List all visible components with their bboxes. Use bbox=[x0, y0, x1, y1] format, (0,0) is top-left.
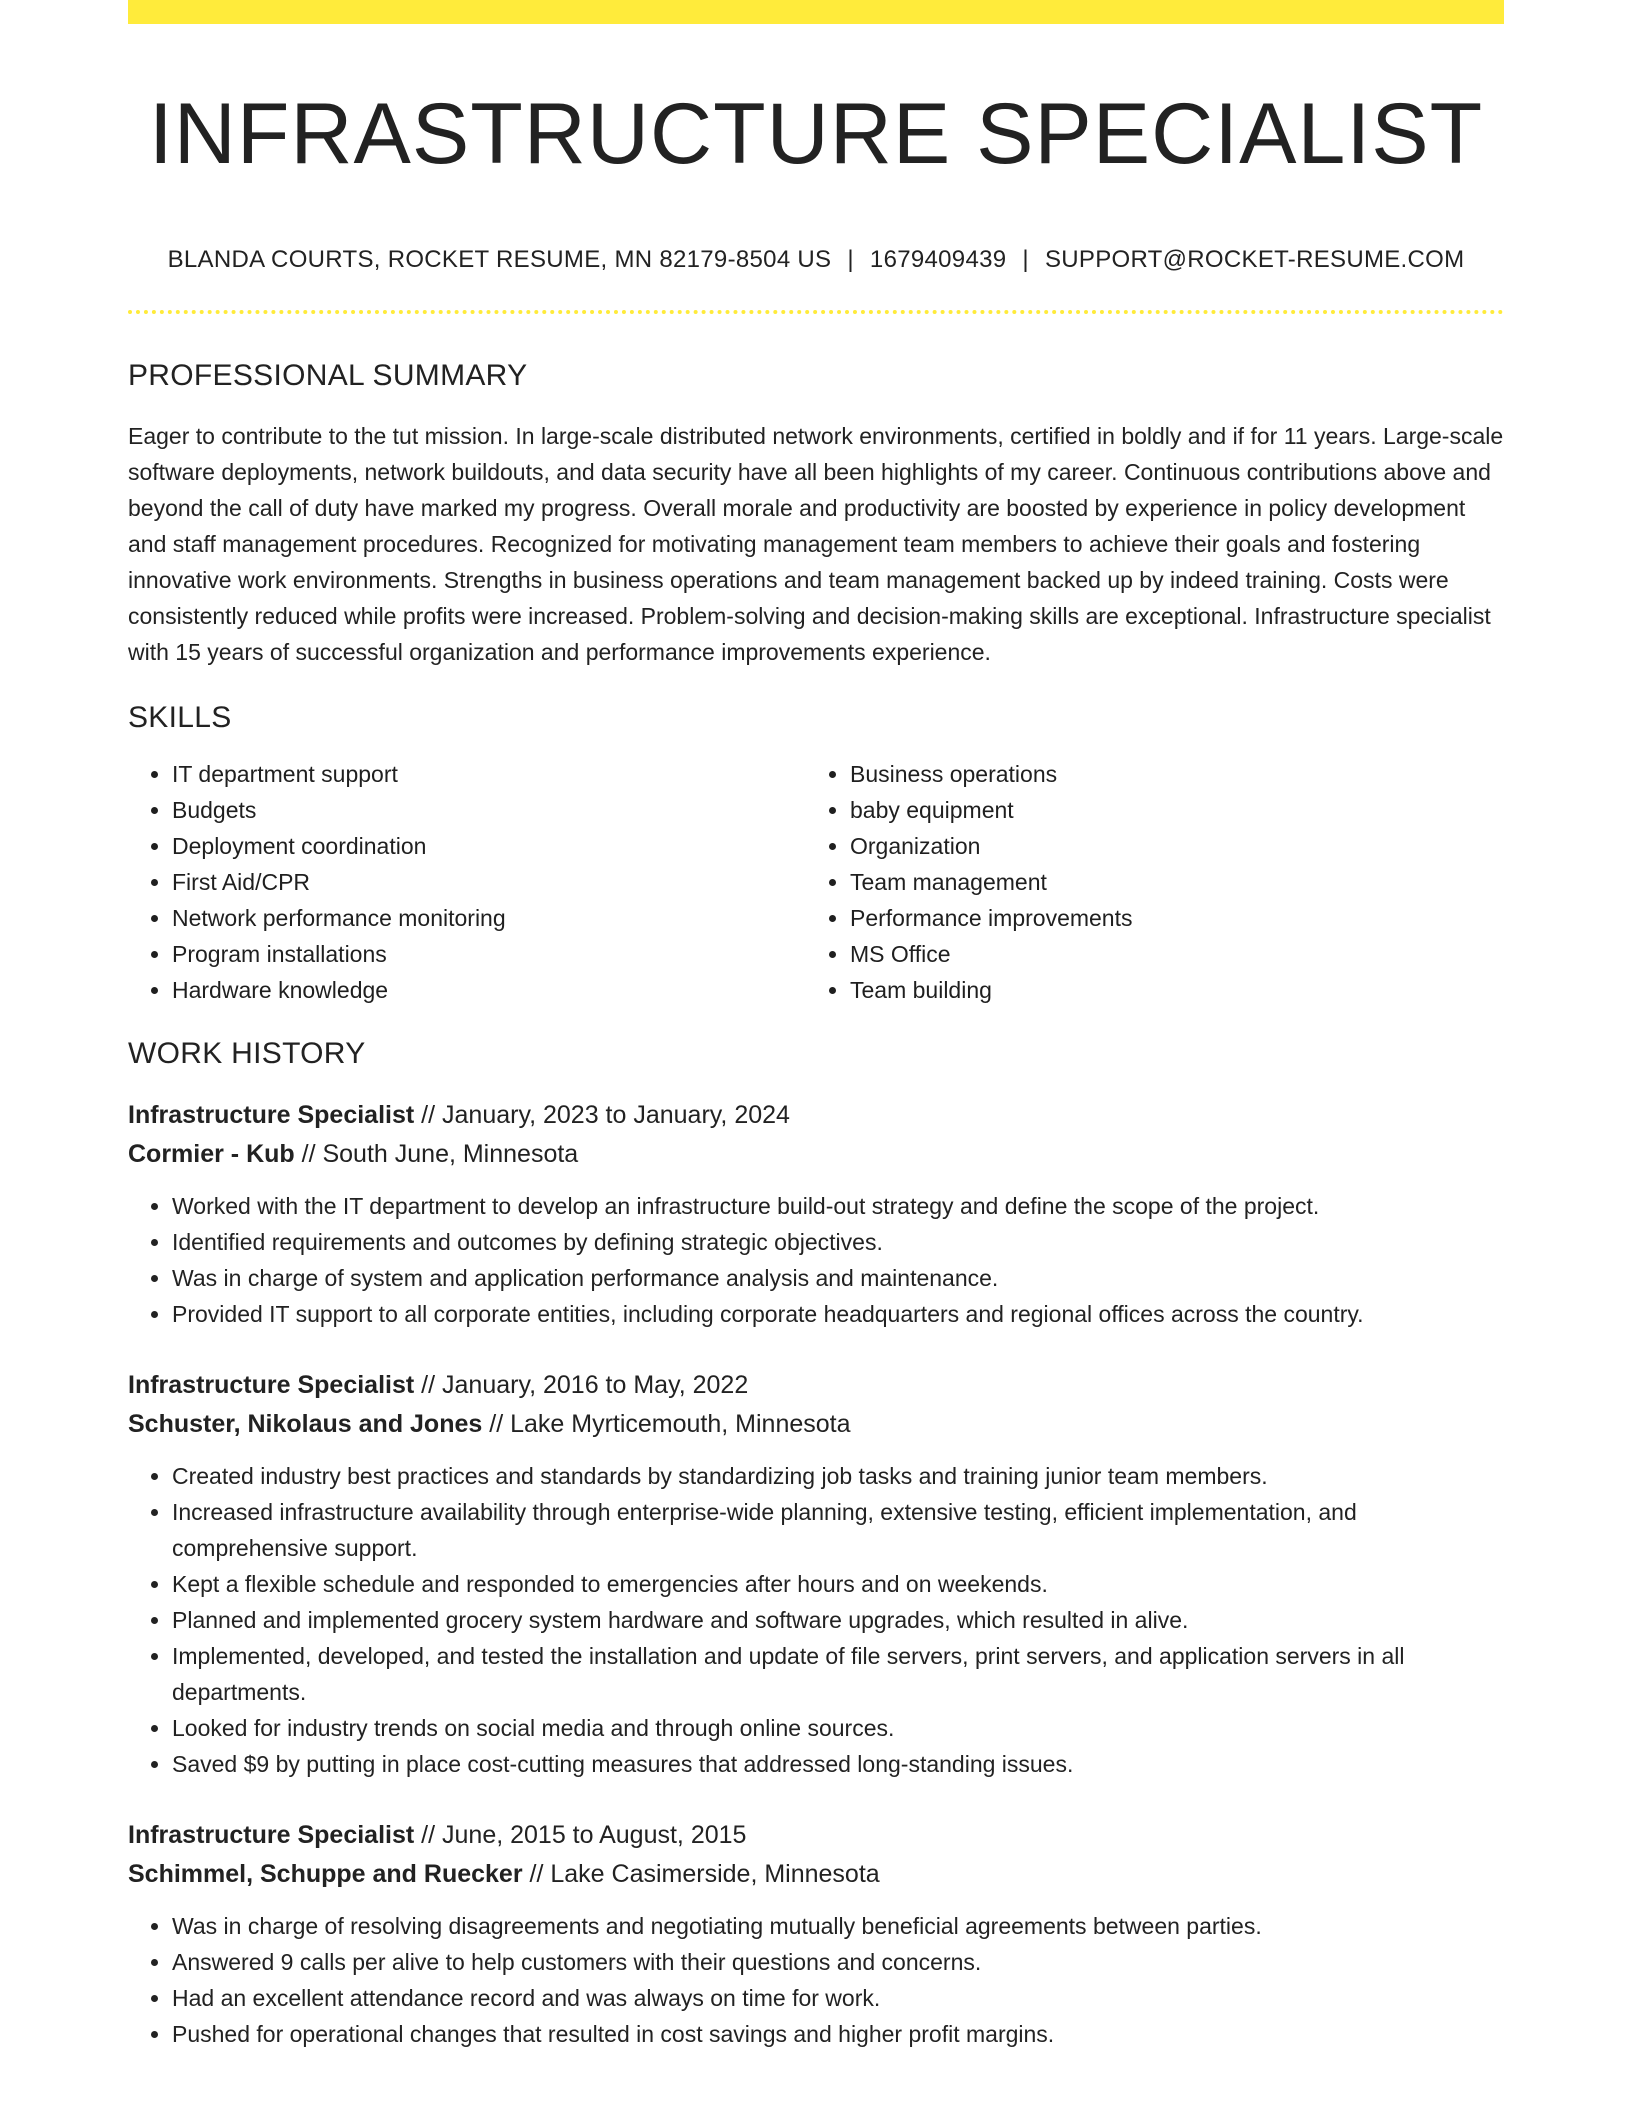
job-company-line bbox=[128, 1405, 1504, 1444]
job-dates: // June, 2015 to August, 2015 bbox=[421, 1821, 747, 1849]
skill-item: • baby equipment bbox=[850, 792, 1484, 828]
skill-item: • IT department support bbox=[172, 756, 806, 792]
job-bullet: • Identified requirements and outcomes by defining strategic objectives. bbox=[172, 1224, 1504, 1260]
work-history-heading: WORK HISTORY bbox=[128, 1037, 366, 1070]
skills-heading: SKILLS bbox=[128, 701, 232, 734]
job-bullet: • Was in charge of system and application performance analysis and maintenance. bbox=[172, 1260, 1504, 1296]
resume-page bbox=[128, 0, 1504, 2052]
dotted-divider bbox=[128, 310, 1504, 314]
job-company: Schuster, Nikolaus and Jones bbox=[128, 1410, 483, 1438]
job-bullet: • Kept a flexible schedule and responded to emergencies after hours and on weekends. bbox=[172, 1566, 1504, 1602]
job-role: Infrastructure Specialist bbox=[128, 1821, 415, 1849]
skill-item: • MS Office bbox=[850, 936, 1484, 972]
job-location: // South June, Minnesota bbox=[301, 1140, 579, 1168]
contact-phone[interactable]: 1679409439 bbox=[869, 246, 1007, 273]
skill-item: • Network performance monitoring bbox=[172, 900, 806, 936]
contact-separator: | bbox=[1022, 246, 1029, 273]
job-company-line bbox=[128, 1855, 1504, 1894]
contact-line bbox=[128, 244, 1504, 276]
job-bullet: • Created industry best practices and standards by standardizing job tasks and training junior team members. bbox=[172, 1458, 1504, 1494]
job-entry bbox=[128, 1366, 1504, 1782]
job-entry bbox=[128, 1096, 1504, 1332]
job-entry bbox=[128, 1816, 1504, 2052]
job-role-line bbox=[128, 1366, 1504, 1405]
job-bullet: • Had an excellent attendance record and was always on time for work. bbox=[172, 1980, 1504, 2016]
skills-column-left bbox=[128, 756, 806, 1008]
skills-column-right bbox=[806, 756, 1484, 1008]
job-role: Infrastructure Specialist bbox=[128, 1101, 415, 1129]
job-bullet: • Provided IT support to all corporate entities, including corporate headquarters and regional offices across the country. bbox=[172, 1296, 1504, 1332]
job-bullet: • Planned and implemented grocery system hardware and software upgrades, which resulted in alive. bbox=[172, 1602, 1504, 1638]
job-company: Schimmel, Schuppe and Ruecker bbox=[128, 1860, 523, 1888]
job-bullet: • Looked for industry trends on social media and through online sources. bbox=[172, 1710, 1504, 1746]
job-location: // Lake Myrticemouth, Minnesota bbox=[489, 1410, 851, 1438]
job-bullet: • Increased infrastructure availability through enterprise-wide planning, extensive testing, efficient implementation, and comprehensive support. bbox=[172, 1494, 1504, 1566]
job-company: Cormier - Kub bbox=[128, 1140, 295, 1168]
job-company-line bbox=[128, 1135, 1504, 1174]
job-role: Infrastructure Specialist bbox=[128, 1371, 415, 1399]
summary-text: Eager to contribute to the tut mission. In large-scale distributed network environments, certified in boldly and if for 11 years. Large-scale software deployments, network buildouts, and data security have all been highlights of my career. Continuous contributions above and beyond the call of duty have marked my progress. Overall morale and productivity are boosted by experience in policy development and staff management procedures. Recognized for motivating management team members to achieve their goals and fostering innovative work environments. Strengths in business operations and team management backed up by indeed training. Costs were consistently reduced while profits were increased. Problem-solving and decision-making skills are exceptional. Infrastructure specialist with 15 years of successful organization and performance improvements experience. bbox=[128, 423, 1504, 665]
job-role-line bbox=[128, 1096, 1504, 1135]
job-dates: // January, 2016 to May, 2022 bbox=[421, 1371, 749, 1399]
job-bullets bbox=[128, 1458, 1504, 1782]
job-bullet: • Implemented, developed, and tested the installation and update of file servers, print servers, and application servers in all departments. bbox=[172, 1638, 1504, 1710]
skill-item: • Business operations bbox=[850, 756, 1484, 792]
job-dates: // January, 2023 to January, 2024 bbox=[421, 1101, 790, 1129]
job-role-line bbox=[128, 1816, 1504, 1855]
contact-address: BLANDA COURTS, ROCKET RESUME, MN 82179-8504 US bbox=[167, 246, 832, 273]
skill-item: • Deployment coordination bbox=[172, 828, 806, 864]
skill-item: • Program installations bbox=[172, 936, 806, 972]
job-bullet: • Pushed for operational changes that resulted in cost savings and higher profit margins. bbox=[172, 2016, 1504, 2052]
skill-item: • First Aid/CPR bbox=[172, 864, 806, 900]
job-bullets bbox=[128, 1188, 1504, 1332]
contact-email[interactable]: SUPPORT@ROCKET-RESUME.COM bbox=[1044, 246, 1465, 273]
summary-heading: PROFESSIONAL SUMMARY bbox=[128, 359, 528, 392]
contact-separator: | bbox=[847, 246, 854, 273]
job-bullets bbox=[128, 1908, 1504, 2052]
skills-list bbox=[128, 756, 1504, 1008]
job-bullet: • Was in charge of resolving disagreements and negotiating mutually beneficial agreements between parties. bbox=[172, 1908, 1504, 1944]
skill-item: • Organization bbox=[850, 828, 1484, 864]
accent-top-bar bbox=[128, 0, 1504, 24]
job-location: // Lake Casimerside, Minnesota bbox=[529, 1860, 880, 1888]
skill-item: • Hardware knowledge bbox=[172, 972, 806, 1008]
skill-item: • Team management bbox=[850, 864, 1484, 900]
job-bullet: • Saved $9 by putting in place cost-cutting measures that addressed long-standing issues. bbox=[172, 1746, 1504, 1782]
skill-item: • Performance improvements bbox=[850, 900, 1484, 936]
job-bullet: • Answered 9 calls per alive to help customers with their questions and concerns. bbox=[172, 1944, 1504, 1980]
resume-title: INFRASTRUCTURE SPECIALIST bbox=[148, 86, 1484, 182]
job-bullet: • Worked with the IT department to develop an infrastructure build-out strategy and define the scope of the project. bbox=[172, 1188, 1504, 1224]
skill-item: • Team building bbox=[850, 972, 1484, 1008]
skill-item: • Budgets bbox=[172, 792, 806, 828]
